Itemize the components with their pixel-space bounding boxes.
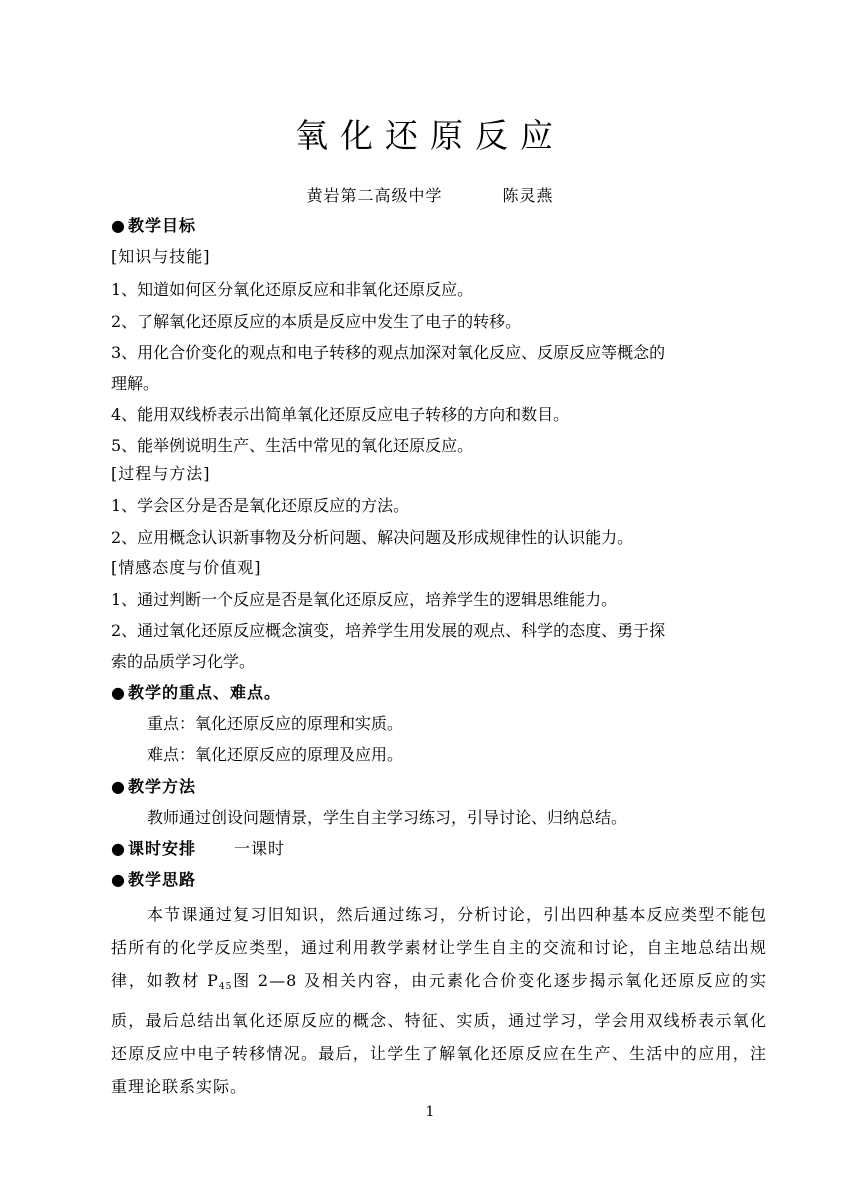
approach-heading: ● 教学思路 xyxy=(111,868,771,892)
process-item: 2、应用概念认识新事物及分析问题、解决问题及形成规律性的认识能力。 xyxy=(111,528,634,547)
schedule-value: 一课时 xyxy=(233,839,285,858)
knowledge-item: 4、能用双线桥表示出简单氧化还原反应电子转移的方向和数目。 xyxy=(111,405,570,424)
knowledge-item: 5、能举例说明生产、生活中常见的氧化还原反应。 xyxy=(111,436,474,455)
knowledge-item: 理解。 xyxy=(111,374,160,393)
knowledge-item: 2、了解氧化还原反应的本质是反应中发生了电子的转移。 xyxy=(111,312,522,331)
attitude-item: 索的品质学习化学。 xyxy=(111,652,256,671)
method-text: 教师通过创设问题情景，学生自主学习练习，引导讨论、归纳总结。 xyxy=(147,808,628,827)
bullet-icon: ● xyxy=(111,683,126,702)
attitude-item: 1、通过判断一个反应是否是氧化还原反应，培养学生的逻辑思维能力。 xyxy=(111,590,618,609)
objectives-heading: ● 教学目标 xyxy=(111,214,771,238)
bullet-icon: ● xyxy=(111,216,126,235)
process-label: [过程与方法] xyxy=(111,464,211,483)
author-name: 陈灵燕 xyxy=(502,186,554,205)
page-number: 1 xyxy=(425,1104,435,1120)
key-point-difficulty: 难点：氧化还原反应的原理及应用。 xyxy=(147,745,404,764)
key-point-focus: 重点：氧化还原反应的原理和实质。 xyxy=(147,714,404,733)
process-item: 1、学会区分是否是氧化还原反应的方法。 xyxy=(111,496,410,515)
page-subscript: 45 xyxy=(218,982,233,992)
approach-paragraph: 本节课通过复习旧知识，然后通过练习，分析讨论，引出四种基本反应类型不能包括所有的化学反应类型，通过利用教学素材让学生自主的交流和讨论，自主地总结出规律，如教材 $P_{45}$图 2—8 及相关内容，由元素化合价变化逐步揭示氧化还原反应的实质，最后总结出氧化还原反应的概念、特征、实质，通过学习，学会用双线桥表示氧化还原反应中电子转移情况。最后，让学生了解氧化还原反应在生产、生活中的应用，注重理论联系实际。 xyxy=(111,905,767,1096)
knowledge-item: 1、知道如何区分氧化还原反应和非氧化还原反应。 xyxy=(111,280,474,299)
knowledge-item: 3、用化合价变化的观点和电子转移的观点加深对氧化反应、反原反应等概念的 xyxy=(111,343,666,362)
author-school: 黄岩第二高级中学 xyxy=(306,186,443,205)
knowledge-label: [知识与技能] xyxy=(111,247,211,266)
schedule-heading: ● 课时安排 一课时 xyxy=(111,837,771,861)
bullet-icon: ● xyxy=(111,777,126,796)
attitude-label: [情感态度与价值观] xyxy=(111,558,262,577)
document-title: 氧化还原反应 xyxy=(295,116,565,155)
author-line xyxy=(0,184,860,208)
method-heading: ● 教学方法 xyxy=(111,775,771,799)
attitude-item: 2、通过氧化还原反应概念演变，培养学生用发展的观点、科学的态度、勇于探 xyxy=(111,621,666,640)
key-points-heading: ● 教学的重点、难点。 xyxy=(111,681,771,705)
bullet-icon: ● xyxy=(111,839,126,858)
bullet-icon: ● xyxy=(111,870,126,889)
